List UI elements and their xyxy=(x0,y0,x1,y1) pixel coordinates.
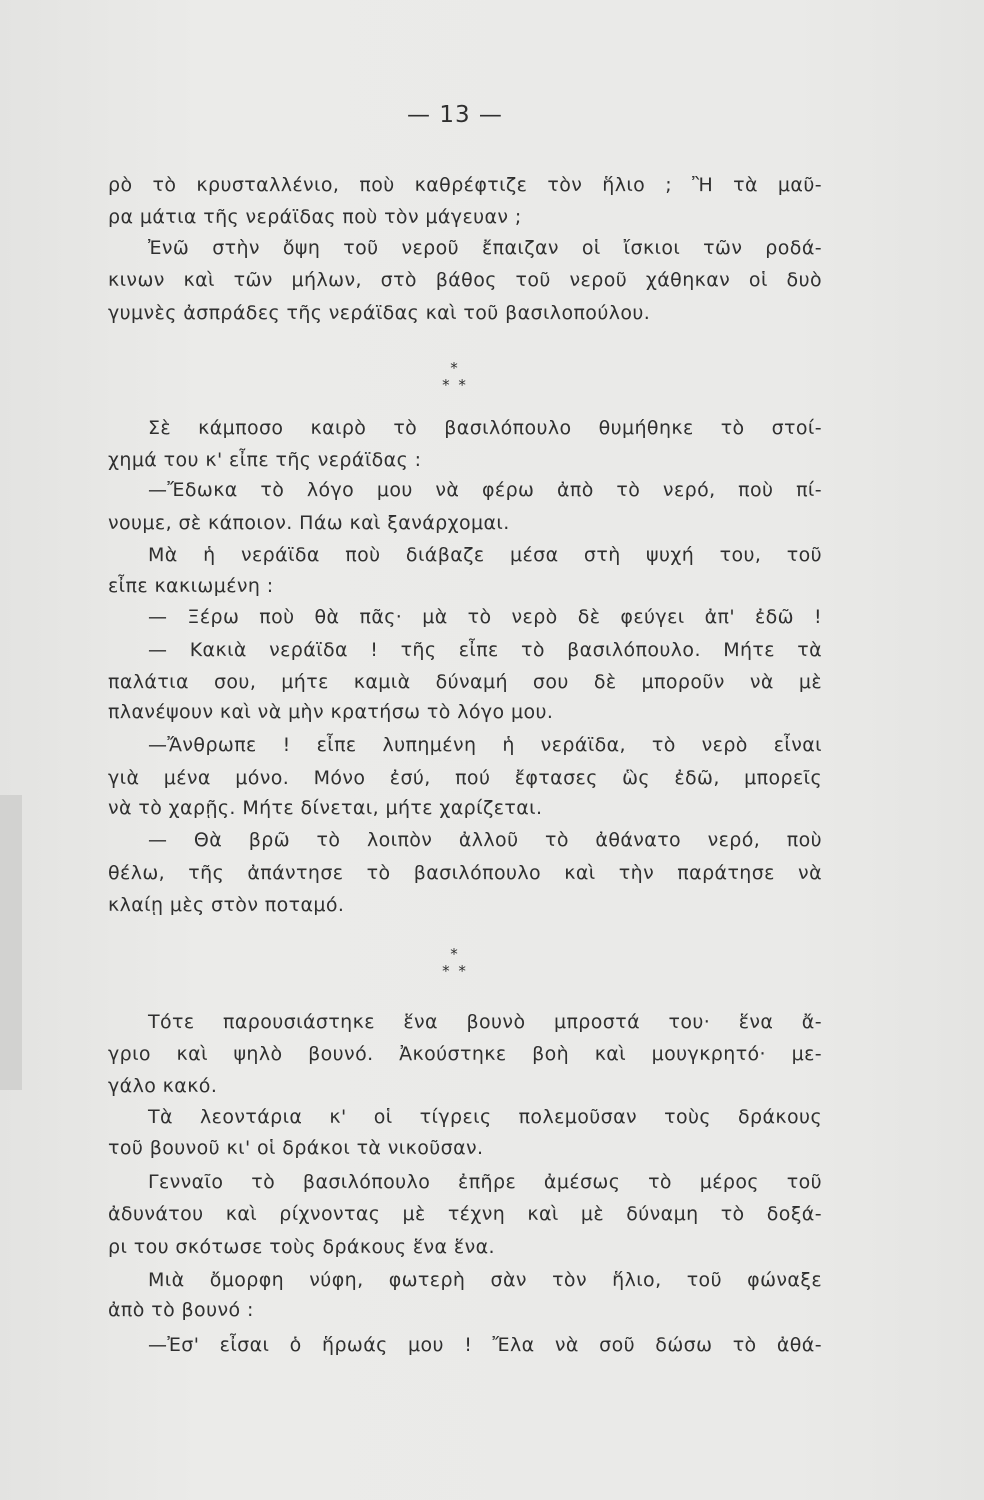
text-line: θέλω, τῆς ἀπάντησε τὸ βασιλόπουλο καὶ τὴν παράτησε νὰ xyxy=(108,862,822,884)
text-line: γιὰ μένα μόνο. Μόνο ἐσύ, πού ἔφτασες ὣς ἐδῶ, μπορεῖς xyxy=(108,767,822,789)
text-line: Μὰ ἡ νεράϊδα ποὺ διάβαζε μέσα στὴ ψυχή του, τοῦ xyxy=(148,544,822,566)
text-line: κινων καὶ τῶν μήλων, στὸ βάθος τοῦ νεροῦ χάθηκαν οἱ δυὸ xyxy=(108,269,822,291)
section-separator-top: * xyxy=(450,359,460,377)
text-line: Γενναῖο τὸ βασιλόπουλο ἐπῆρε ἀμέσως τὸ μέρος τοῦ xyxy=(148,1171,822,1193)
text-line: —Ἄνθρωπε ! εἶπε λυπημένη ἡ νεράϊδα, τὸ νερὸ εἶναι xyxy=(148,734,822,756)
text-line: γυμνὲς ἀσπράδες τῆς νεράϊδας καὶ τοῦ βασιλοπούλου. xyxy=(108,302,651,324)
text-line: —Ἔδωκα τὸ λόγο μου νὰ φέρω ἀπὸ τὸ νερό, ποὺ πί- xyxy=(148,479,822,501)
text-line: ρα μάτια τῆς νεράϊδας ποὺ τὸν μάγευαν ; xyxy=(108,206,522,228)
text-line: — Θὰ βρῶ τὸ λοιπὸν ἀλλοῦ τὸ ἀθάνατο νερό, ποὺ xyxy=(148,829,822,851)
text-line: νουμε, σὲ κάποιον. Πάω καὶ ξανάρχομαι. xyxy=(108,512,510,534)
text-line: γάλο κακό. xyxy=(108,1075,218,1097)
text-line: Τὰ λεοντάρια κ' οἱ τίγρεις πολεμοῦσαν τοὺς δράκους xyxy=(148,1106,822,1128)
text-line: —Ἐσ' εἶσαι ὁ ἥρωάς μου ! Ἔλα νὰ σοῦ δώσω τὸ ἀθά- xyxy=(148,1334,822,1356)
text-line: — Κακιὰ νεράϊδα ! τῆς εἶπε τὸ βασιλόπουλο. Μήτε τὰ xyxy=(148,639,822,661)
text-line: εἶπε κακιωμένη : xyxy=(108,575,274,597)
section-separator-bottom: * * xyxy=(442,962,468,980)
text-line: γριο καὶ ψηλὸ βουνό. Ἀκούστηκε βοὴ καὶ μουγκρητό· με- xyxy=(108,1043,822,1065)
text-line: κλαίῃ μὲς στὸν ποταμό. xyxy=(108,894,345,916)
section-separator-bottom: * * xyxy=(442,376,468,394)
text-line: Μιὰ ὄμορφη νύφη, φωτερὴ σὰν τὸν ἥλιο, τοῦ φώναξε xyxy=(148,1269,822,1291)
text-line: τοῦ βουνοῦ κι' οἱ δράκοι τὰ νικοῦσαν. xyxy=(108,1137,484,1159)
text-line: παλάτια σου, μήτε καμιὰ δύναμή σου δὲ μποροῦν νὰ μὲ xyxy=(108,671,822,693)
text-line: ἀδυνάτου καὶ ρίχνοντας μὲ τέχνη καὶ μὲ δύναμη τὸ δοξά- xyxy=(108,1203,822,1225)
text-line: Τότε παρουσιάστηκε ἕνα βουνὸ μπροστά του· ἕνα ἄ- xyxy=(148,1011,822,1033)
text-line: — Ξέρω ποὺ θὰ πᾶς· μὰ τὸ νερὸ δὲ φεύγει ἀπ' ἐδῶ ! xyxy=(148,606,822,628)
text-line: νὰ τὸ χαρῇς. Μήτε δίνεται, μήτε χαρίζεται. xyxy=(108,797,543,819)
scan-shadow-strip xyxy=(0,795,22,1090)
text-line: πλανέψουν καὶ νὰ μὴν κρατήσω τὸ λόγο μου. xyxy=(108,701,554,723)
text-line: χημά του κ' εἶπε τῆς νεράϊδας : xyxy=(108,449,422,471)
text-line: ρὸ τὸ κρυσταλλένιο, ποὺ καθρέφτιζε τὸν ἥλιο ; Ἢ τὰ μαῦ- xyxy=(108,174,822,196)
text-line: Σὲ κάμποσο καιρὸ τὸ βασιλόπουλο θυμήθηκε τὸ στοί- xyxy=(148,417,822,439)
text-line: ρι του σκότωσε τοὺς δράκους ἕνα ἕνα. xyxy=(108,1236,495,1258)
section-separator-top: * xyxy=(450,945,460,963)
text-line: ἀπὸ τὸ βουνό : xyxy=(108,1299,254,1321)
text-line: Ἐνῶ στὴν ὄψη τοῦ νεροῦ ἔπαιζαν οἱ ἴσκιοι τῶν ροδά- xyxy=(148,237,822,259)
page-number: — 13 — xyxy=(407,102,503,128)
